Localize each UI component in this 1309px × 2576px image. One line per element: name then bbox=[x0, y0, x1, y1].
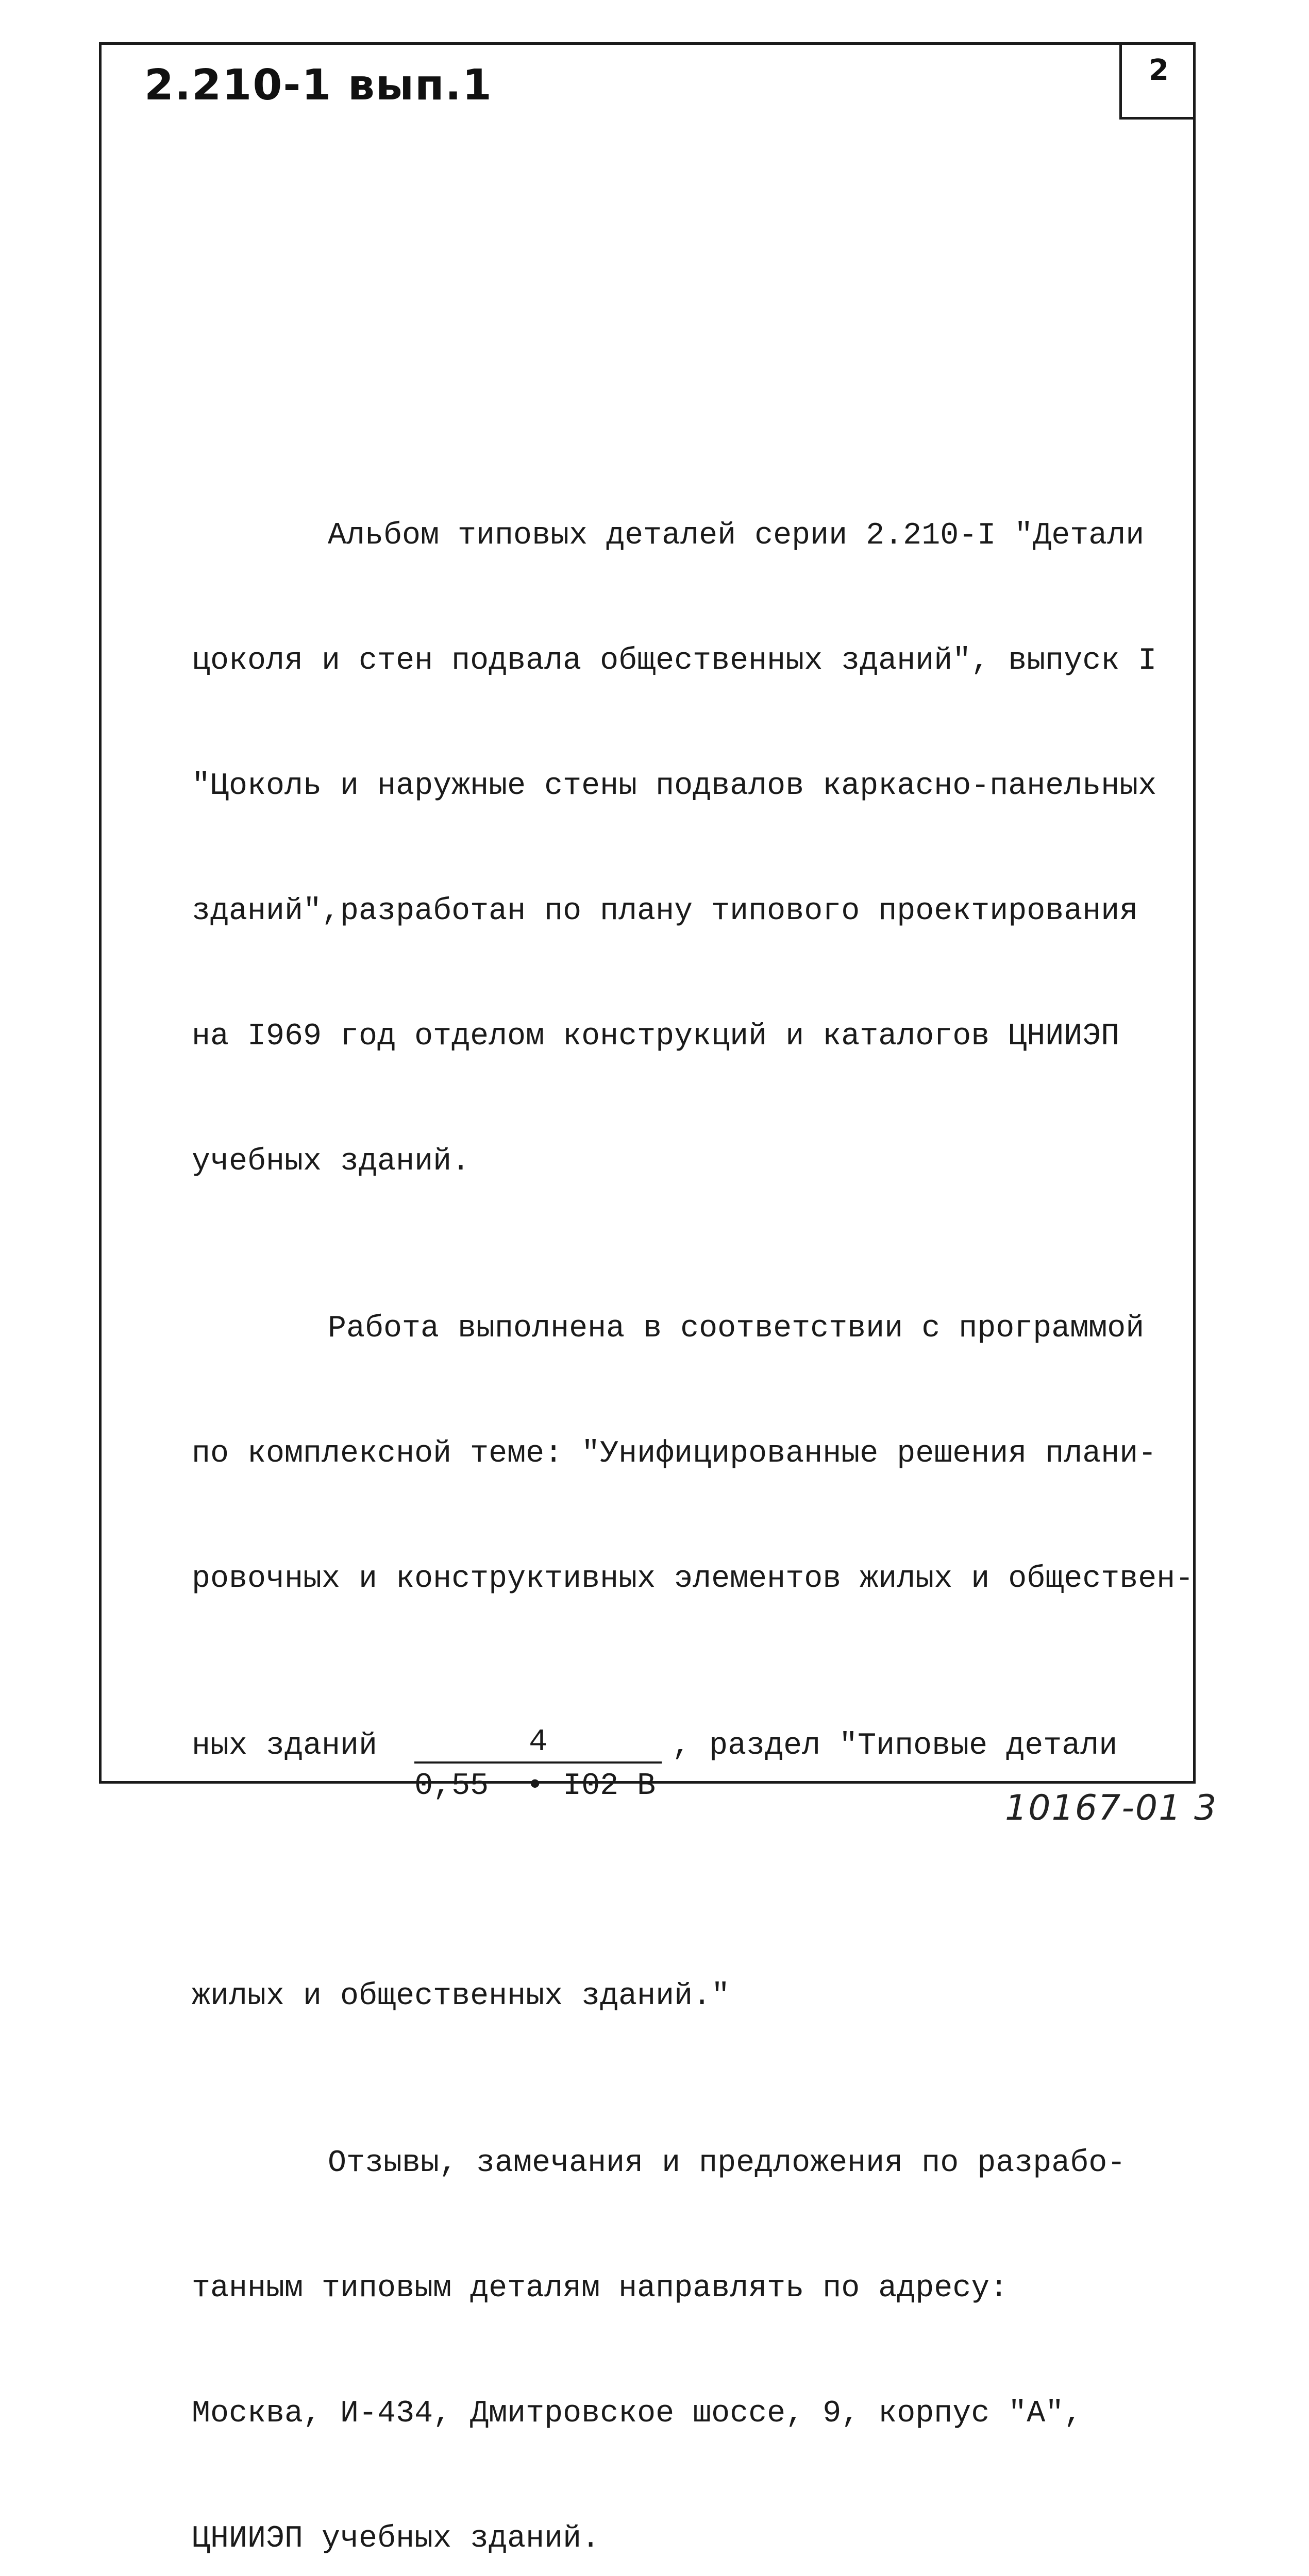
fraction bbox=[414, 1725, 672, 1804]
paragraph-2-end: жилых и общественных зданий." bbox=[192, 1979, 730, 2014]
paragraph-2-line-1: Работа выполнена в соответствии с программой bbox=[328, 1311, 1145, 1346]
page-number: 2 bbox=[1149, 54, 1169, 87]
paragraph-1-line-4: зданий",разработан по плану типового проектирования bbox=[192, 894, 1138, 929]
paragraph-3-line-1: Отзывы, замечания и предложения по разрабо- bbox=[328, 2146, 1126, 2181]
paragraph-3-line-4: ЦНИИЭП учебных зданий. bbox=[192, 2521, 600, 2556]
paragraph-3-line-3: Москва, И-434, Дмитровское шоссе, 9, корпус "А", bbox=[192, 2396, 1083, 2431]
paragraph-1-line-1: Альбом типовых деталей серии 2.210-I "Детали bbox=[328, 518, 1145, 553]
fraction-denominator: 0,55 • I02 В bbox=[414, 1769, 656, 1804]
paragraph-2-line-3: ровочных и конструктивных элементов жилых и обществен- bbox=[192, 1562, 1194, 1597]
paragraph-1-line-5: на I969 год отделом конструкций и каталогов ЦНИИЭП bbox=[192, 1019, 1120, 1054]
paragraph-1-line-2: цоколя и стен подвала общественных зданий", выпуск I bbox=[192, 643, 1157, 679]
page-number-box bbox=[1119, 42, 1196, 120]
paragraph-1-line-3: "Цоколь и наружные стены подвалов каркасно-панельных bbox=[192, 769, 1157, 804]
series-code: 2.210-1 вып.1 bbox=[144, 61, 493, 110]
spacer-line bbox=[192, 1851, 1161, 1892]
paragraph-2-line-2: по комплексной теме: "Унифицированные решения плани- bbox=[192, 1436, 1157, 1471]
paragraph-1-line-6: учебных зданий. bbox=[192, 1144, 471, 1179]
paragraph-3-line-2: танным типовым деталям направлять по адресу: bbox=[192, 2271, 1009, 2306]
archive-code: 10167-01 3 bbox=[1005, 1788, 1218, 1828]
fraction-line-before: ных зданий bbox=[192, 1728, 378, 1764]
fraction-line-after: , раздел "Типовые детали bbox=[672, 1728, 1118, 1764]
fraction-numerator: 4 bbox=[414, 1725, 662, 1764]
fraction-line bbox=[192, 1725, 1161, 1804]
document-body bbox=[192, 432, 1194, 2576]
